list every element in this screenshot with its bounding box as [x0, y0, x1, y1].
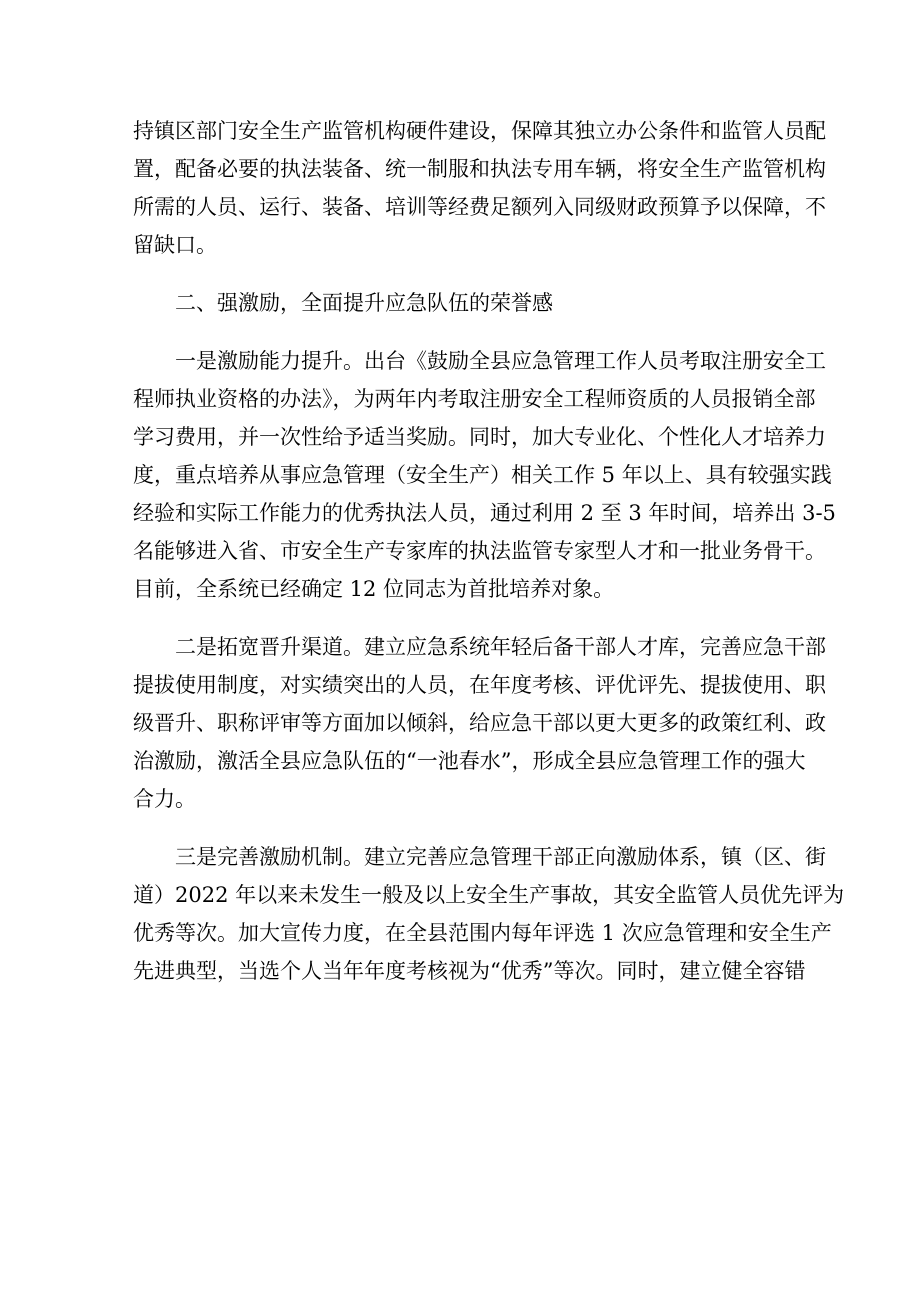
text-line: 置，配备必要的执法装备、统一制服和执法专用车辆，将安全生产监管机构 — [133, 157, 826, 181]
document-body — [133, 112, 845, 990]
text-line: 级晋升、职称评审等方面加以倾斜，给应急干部以更大更多的政策红利、政 — [133, 711, 826, 735]
text-line: 经验和实际工作能力的优秀执法人员，通过利用 2 至 3 年时间，培养出 3-5 — [133, 501, 836, 525]
text-line: 先进典型，当选个人当年年度考核视为“优秀”等次。同时，建立健全容错 — [133, 959, 806, 983]
section-heading — [133, 284, 793, 322]
paragraph-mechanism — [133, 838, 845, 990]
text-line: 提拔使用制度，对实绩突出的人员，在年度考核、评优评先、提拔使用、职 — [133, 673, 826, 697]
text-line: 二是拓宽晋升渠道。建立应急系统年轻后备干部人才库，完善应急干部 — [175, 635, 826, 659]
paragraph-gap — [133, 322, 793, 342]
text-line: 一是激励能力提升。出台《鼓励全县应急管理工作人员考取注册安全工 — [175, 349, 826, 373]
text-line: 治激励，激活全县应急队伍的“一池春水”，形成全县应急管理工作的强大 — [133, 749, 806, 773]
text-line: 目前，全系统已经确定 12 位同志为首批培养对象。 — [133, 577, 615, 601]
text-line: 名能够进入省、市安全生产专家库的执法监管专家型人才和一批业务骨干。 — [133, 539, 826, 563]
paragraph-promotion — [133, 628, 826, 818]
text-line: 三是完善激励机制。建立完善应急管理干部正向激励体系，镇（区、街 — [175, 845, 826, 869]
text-line: 优秀等次。加大宣传力度，在全县范围内每年评选 1 次应急管理和安全生产 — [133, 921, 832, 945]
text-line: 学习费用，并一次性给予适当奖励。同时，加大专业化、个性化人才培养力 — [133, 425, 826, 449]
section-heading-text: 二、强激励，全面提升应急队伍的荣誉感 — [175, 291, 553, 315]
paragraph-gap — [133, 264, 793, 284]
text-line: 程师执业资格的办法》，为两年内考取注册安全工程师资质的人员报销全部 — [133, 387, 816, 411]
text-line: 合力。 — [133, 787, 196, 811]
paragraph-gap — [133, 608, 793, 628]
paragraph-gap — [133, 818, 793, 838]
text-line: 所需的人员、运行、装备、培训等经费足额列入同级财政预算予以保障，不 — [133, 195, 826, 219]
paragraph-ability — [133, 342, 836, 608]
text-line: 留缺口。 — [133, 233, 217, 257]
text-line: 道）2022 年以来未发生一般及以上安全生产事故，其安全监管人员优先评为 — [133, 883, 845, 907]
paragraph-supervision-hardware — [133, 112, 826, 264]
text-line: 持镇区部门安全生产监管机构硬件建设，保障其独立办公条件和监管人员配 — [133, 119, 826, 143]
text-line: 度，重点培养从事应急管理（安全生产）相关工作 5 年以上、具有较强实践 — [133, 463, 832, 487]
